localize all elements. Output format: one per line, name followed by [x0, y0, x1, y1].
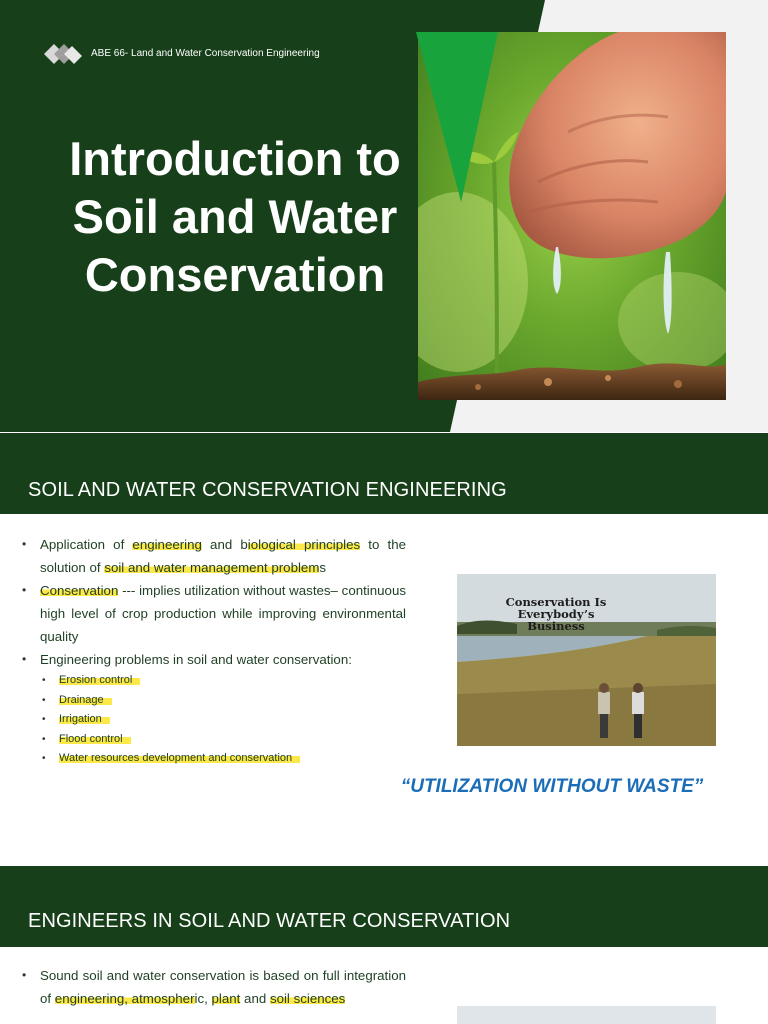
- bullet-conservation: • Conservation --- implies utilization without wastes– continuous high level of crop production while improving environmental quality: [22, 579, 406, 648]
- slide-heading: SOIL AND WATER CONSERVATION ENGINEERING: [28, 479, 507, 501]
- engineering-slide: [0, 432, 768, 864]
- list-item: • Irrigation: [22, 710, 406, 730]
- engineers-slide: [0, 866, 768, 1024]
- list-item: • Water resources development and conservation: [22, 749, 406, 769]
- photo-caption-line: Conservation Is Everybody’s: [505, 595, 607, 621]
- bullet-application: • Application of engineering and biological principles to the solution of soil and water management problems: [22, 533, 406, 579]
- heading-band: [0, 866, 768, 947]
- list-item: • Drainage: [22, 691, 406, 711]
- bullet-engineering-problems: • Engineering problems in soil and water conservation:: [22, 648, 406, 671]
- title-line: Conservation: [84, 248, 386, 301]
- title-slide: [0, 0, 768, 432]
- course-logo-icon: [44, 44, 82, 64]
- title-line: Soil and Water: [72, 190, 398, 243]
- bullet-list: [22, 533, 406, 769]
- course-code: ABE 66- Land and Water Conservation Engineering: [91, 48, 320, 59]
- slide-heading: ENGINEERS IN SOIL AND WATER CONSERVATION: [28, 910, 511, 932]
- heading-band: [0, 433, 768, 514]
- conservation-field-photo: [457, 574, 716, 746]
- quote-text: “UTILIZATION WITHOUT WASTE”: [400, 776, 704, 797]
- photo-caption-line: Business: [527, 619, 585, 633]
- bullet-integration: • Sound soil and water conservation is based on full integration of engineering, atmospheric, plant and soil sciences: [22, 964, 406, 1010]
- bullet-list: [22, 964, 406, 1010]
- list-item: • Flood control: [22, 730, 406, 750]
- list-item: • Erosion control: [22, 671, 406, 691]
- title-line: Introduction to: [69, 132, 401, 185]
- slide-title: [30, 130, 440, 304]
- photo-caption: [466, 596, 646, 632]
- slide-photo: [457, 1006, 716, 1024]
